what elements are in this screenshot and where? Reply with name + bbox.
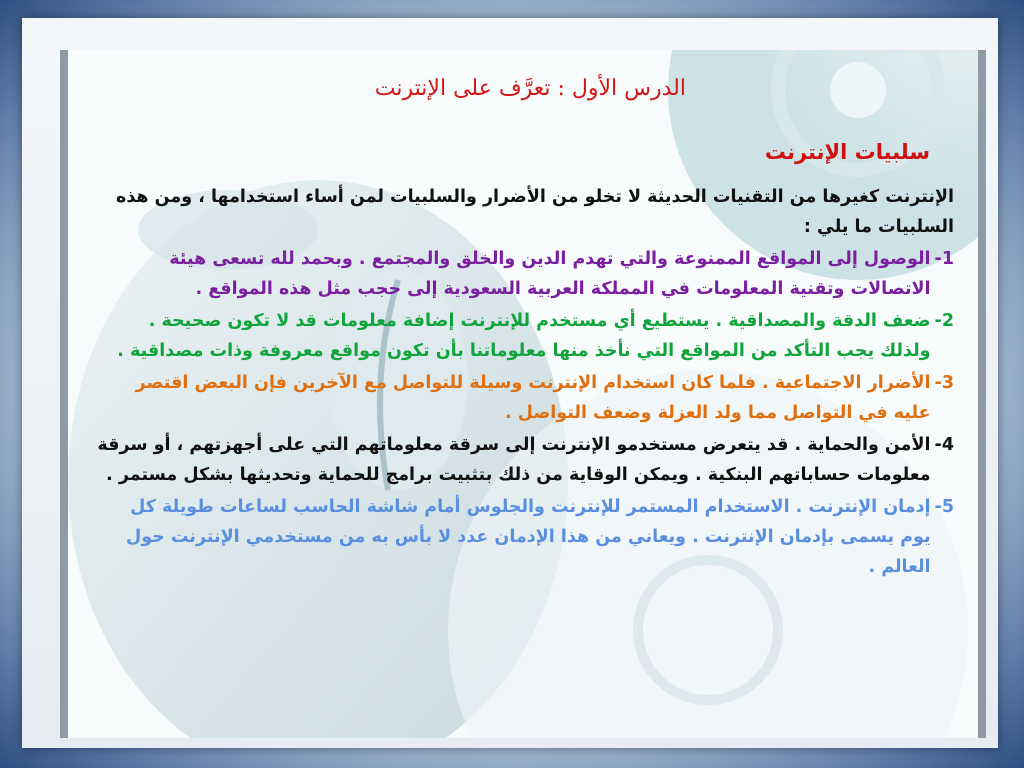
list-item-4 [94, 430, 954, 490]
slide-canvas [60, 50, 986, 738]
list-item-3 [94, 368, 954, 428]
slide-content [68, 50, 978, 738]
section-heading: سلبيات الإنترنت [764, 140, 930, 164]
item-text: الأضرار الاجتماعية . فلما كان استخدام الإنترنت وسيلة للتواصل مع الآخرين فإن البعض اقتصر عليه في التواصل مما ولد العزلة وضعف التواصل . [135, 373, 931, 423]
body-text [94, 182, 954, 584]
item-number: 5- [934, 497, 954, 517]
list-item-5 [94, 492, 954, 582]
item-number: 3- [934, 373, 954, 393]
item-number: 1- [934, 249, 954, 269]
item-text: ضعف الدقة والمصداقية . يستطيع أي مستخدم للإنترنت إضافة معلومات قد لا تكون صحيحة . ولذلك يجب التأكد من المواقع التي نأخذ منها معلوماتنا بأن تكون مواقع معروفة وذات مصداقية . [117, 311, 931, 361]
list-item-1 [94, 244, 954, 304]
item-number: 2- [934, 311, 954, 331]
lesson-title: الدرس الأول : تعرَّف على الإنترنت [374, 76, 686, 101]
item-text: الوصول إلى المواقع الممنوعة والتي تهدم الدين والخلق والمجتمع . وبحمد لله تسعى هيئة الاتصالات وتقنية المعلومات في المملكة العربية السعودية إلى حجب مثل هذه المواقع . [169, 249, 931, 299]
item-number: 4- [934, 435, 954, 455]
slide-frame [22, 18, 998, 748]
intro-paragraph: الإنترنت كغيرها من التقنيات الحديثة لا تخلو من الأضرار والسلبيات لمن أساء استخدامها ، ومن هذه السلبيات ما يلي : [115, 187, 954, 237]
item-text: الأمن والحماية . قد يتعرض مستخدمو الإنترنت إلى سرقة معلوماتهم التي على أجهزتهم ، أو سرقة معلومات حساباتهم البنكية . ويمكن الوقاية من ذلك بتثبيت برامج للحماية وتحديثها بشكل مستمر . [97, 435, 931, 485]
list-item-2 [94, 306, 954, 366]
item-text: إدمان الإنترنت . الاستخدام المستمر للإنترنت والجلوس أمام شاشة الحاسب لساعات طويلة كل يوم يسمى بإدمان الإنترنت . ويعاني من هذا الإدمان عدد لا بأس به من مستخدمي الإنترنت حول العالم . [126, 497, 931, 577]
